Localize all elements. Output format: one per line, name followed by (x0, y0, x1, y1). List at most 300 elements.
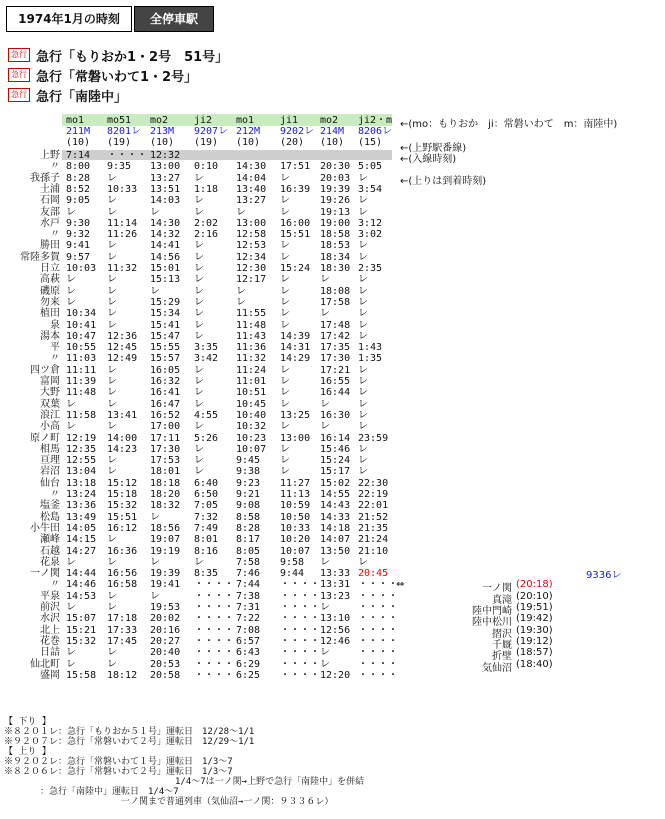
time-cell: 16:14 (320, 432, 351, 444)
time-cell: ・・・・ (280, 635, 320, 647)
time-cell: 18:32 (150, 500, 181, 512)
time-cell: 10:41 (66, 319, 97, 331)
time-cell: レ (358, 409, 368, 421)
time-cell: 15:58 (66, 669, 97, 681)
column-number: 214M (320, 126, 345, 137)
time-cell: レ (358, 443, 368, 455)
connection-time: (18:40) (516, 658, 553, 670)
time-cell: レ (150, 556, 160, 568)
time-cell: 3:35 (194, 342, 219, 354)
time-cell: 10:32 (236, 421, 267, 433)
time-cell: 10:07 (236, 443, 267, 455)
time-cell: 18:30 (320, 263, 351, 274)
time-cell: 14:53 (66, 590, 97, 602)
time-cell: 19:53 (150, 602, 181, 613)
time-cell: 17:33 (107, 624, 138, 636)
time-cell: 13:24 (66, 489, 97, 500)
station-name: 大野 (40, 387, 60, 399)
time-cell: 17:45 (107, 635, 138, 647)
connection-time: (19:12) (516, 635, 553, 647)
time-cell: 9:32 (66, 229, 91, 241)
time-cell: 21:52 (358, 511, 389, 523)
station-name: 日立 (40, 263, 60, 274)
time-cell: 14:46 (66, 579, 97, 591)
time-cell: 14:00 (107, 432, 138, 444)
time-cell: 14:03 (150, 195, 181, 207)
station-name: 〃 (50, 353, 60, 365)
time-cell: ・・・・ (358, 613, 398, 625)
time-cell: レ (107, 421, 117, 433)
time-cell: 10:40 (236, 409, 267, 421)
time-cell: 20:03 (320, 172, 351, 184)
time-cell: 10:33 (280, 522, 311, 534)
time-cell: レ (66, 647, 76, 659)
time-cell: 7:31 (236, 602, 261, 613)
time-cell: レ (107, 376, 117, 387)
time-cell: 9:58 (280, 556, 305, 568)
time-cell: 13:00 (280, 432, 311, 444)
time-cell: ・・・・ (358, 669, 398, 681)
time-cell: 9:05 (66, 195, 91, 207)
column-cars: (10) (66, 137, 91, 148)
time-cell: 10:33 (107, 183, 138, 195)
station-name: 土浦 (40, 183, 60, 195)
note-arrival: ←(入線時刻) (400, 154, 457, 165)
time-cell: レ (194, 172, 204, 184)
time-cell: ・・・・ (194, 590, 234, 602)
time-cell: 10:07 (280, 545, 311, 557)
time-cell: 2:35 (358, 263, 383, 274)
time-cell: 7:05 (194, 500, 219, 512)
train-title-minami-rikuchu (8, 86, 127, 104)
time-cell: ・・・・ (107, 150, 147, 161)
time-cell: 19:13 (320, 206, 351, 218)
time-cell: レ (107, 285, 117, 297)
train-name: 急行「常磐いわて1・2号」 (36, 69, 198, 85)
time-cell: ・・・・ (194, 613, 234, 625)
footnote-line: ：急行「南陸中」運転日 1/4～7 (4, 787, 179, 797)
time-cell: 11:11 (66, 364, 97, 376)
column-code: mo1 (236, 115, 255, 126)
time-cell: 15:07 (66, 613, 97, 625)
time-cell: レ (280, 398, 290, 410)
time-cell: 15:51 (280, 229, 311, 241)
time-cell: レ (107, 658, 117, 670)
time-cell: 14:15 (66, 534, 97, 546)
station-name: 平泉 (40, 590, 60, 602)
time-cell: レ (66, 274, 76, 286)
time-cell: 11:36 (236, 342, 267, 354)
time-cell: 19:19 (150, 545, 181, 557)
time-cell: 12:35 (66, 443, 97, 455)
station-name: 双葉 (40, 398, 60, 410)
time-cell: レ (194, 443, 204, 455)
station-name: 岩沼 (40, 466, 60, 478)
time-cell: 2:16 (194, 229, 219, 241)
station-name: 前沢 (40, 602, 60, 613)
time-cell: 11:24 (236, 364, 267, 376)
connection-time: (19:42) (516, 613, 553, 625)
time-cell: レ (150, 590, 160, 602)
time-cell: 17:30 (320, 353, 351, 365)
column-number: 213M (150, 126, 175, 137)
time-cell: レ (66, 556, 76, 568)
time-cell: 15:55 (150, 342, 181, 354)
time-cell: 14:05 (66, 522, 97, 534)
column-cars: (10) (236, 137, 261, 148)
time-cell: 15:13 (150, 274, 181, 286)
time-cell: 15:02 (320, 477, 351, 489)
station-name: 磯原 (40, 285, 60, 297)
station-name: 水戸 (40, 217, 60, 229)
time-cell: レ (358, 206, 368, 218)
tab-all-stops[interactable]: 全停車駅 (134, 6, 214, 32)
column-code: ji2 (194, 115, 213, 126)
express-badge-icon: 急行 (8, 88, 30, 102)
time-cell: 7:08 (236, 624, 261, 636)
time-cell: 1:18 (194, 183, 219, 195)
time-cell: 16:30 (320, 409, 351, 421)
time-cell: ・・・・ (280, 590, 320, 602)
time-cell: 9:35 (107, 161, 132, 173)
time-cell: 11:13 (280, 489, 311, 500)
time-cell: 16:00 (280, 217, 311, 229)
connection-time: (20:10) (516, 590, 553, 602)
time-cell: レ (236, 206, 246, 218)
footnote-line: 【 下り 】 (4, 717, 51, 727)
time-cell: 8:52 (66, 183, 91, 195)
time-cell: レ (194, 195, 204, 207)
time-cell: レ (194, 240, 204, 252)
time-cell: 11:32 (236, 353, 267, 365)
time-cell: レ (280, 296, 290, 308)
station-name: 高萩 (40, 274, 60, 286)
time-cell: 11:26 (107, 229, 138, 241)
time-cell: 8:01 (194, 534, 219, 546)
station-name: 泉 (50, 319, 60, 331)
time-cell: 13:10 (320, 613, 351, 625)
time-cell: レ (358, 466, 368, 478)
time-cell: 15:41 (150, 319, 181, 331)
time-cell: ・・・・ (280, 613, 320, 625)
time-cell: 22:01 (358, 500, 389, 512)
time-cell: 14:55 (320, 489, 351, 500)
time-cell: 13:50 (320, 545, 351, 557)
time-cell: レ (66, 296, 76, 308)
time-cell: レ (358, 251, 368, 263)
time-cell: 20:40 (150, 647, 181, 659)
time-cell: 8:58 (236, 511, 261, 523)
time-cell: 12:36 (107, 330, 138, 342)
time-cell: レ (194, 296, 204, 308)
column-cars: (19) (107, 137, 132, 148)
tab-timetable-1974[interactable]: 1974年1月の時刻 (6, 6, 132, 32)
time-cell: レ (194, 285, 204, 297)
time-cell: 18:08 (320, 285, 351, 297)
time-cell: ・・・・ (280, 669, 320, 681)
time-cell: 12:49 (107, 353, 138, 365)
time-cell: 20:02 (150, 613, 181, 625)
time-cell: 3:12 (358, 217, 383, 229)
time-cell: 11:48 (236, 319, 267, 331)
time-cell: 18:53 (320, 240, 351, 252)
time-cell: 18:20 (150, 489, 181, 500)
station-name: 湯本 (40, 330, 60, 342)
column-number: 9202レ (280, 126, 315, 137)
time-cell: 16:44 (320, 387, 351, 399)
time-cell: レ (194, 319, 204, 331)
time-cell: 19:41 (150, 579, 181, 591)
time-cell: レ (66, 285, 76, 297)
time-cell: 8:28 (66, 172, 91, 184)
time-cell: レ (320, 658, 330, 670)
time-cell: 20:27 (150, 635, 181, 647)
station-name: 盛岡 (40, 669, 60, 681)
time-cell: 14:18 (320, 522, 351, 534)
time-cell: レ (66, 602, 76, 613)
time-cell: 13:00 (150, 161, 181, 173)
time-cell: 18:12 (107, 669, 138, 681)
time-cell: レ (150, 285, 160, 297)
time-cell: 22:30 (358, 477, 389, 489)
express-badge-icon: 急行 (8, 48, 30, 62)
time-cell: 8:16 (194, 545, 219, 557)
time-cell: 7:14 (66, 150, 91, 161)
column-cars: (19) (194, 137, 219, 148)
time-cell: 8:28 (236, 522, 261, 534)
footnote-line: ※９２０２レ：急行「常磐いわて１号」運転日 1/3～7 (4, 757, 233, 767)
connection-train-no: 9336レ (586, 570, 622, 582)
time-cell: 13:49 (66, 511, 97, 523)
connection-station: 千厩 (492, 639, 512, 651)
time-cell: 12:34 (236, 251, 267, 263)
time-cell: レ (236, 296, 246, 308)
time-cell: 16:39 (280, 183, 311, 195)
time-cell: 5:26 (194, 432, 219, 444)
footnote-line: 一ノ関まで普通列車（気仙沼→一ノ関：９３３６レ） (4, 797, 334, 807)
column-number: 8201レ (107, 126, 142, 137)
time-cell: 14:30 (236, 161, 267, 173)
time-cell: 1:43 (358, 342, 383, 354)
time-cell: レ (358, 308, 368, 320)
time-cell: ・・・・ (280, 602, 320, 613)
time-cell: 19:39 (150, 568, 181, 580)
time-cell: 3:54 (358, 183, 383, 195)
time-cell: レ (194, 364, 204, 376)
station-name: 上野 (40, 150, 60, 161)
time-cell: 20:30 (320, 161, 351, 173)
time-cell: 14:56 (150, 251, 181, 263)
time-cell: レ (358, 376, 368, 387)
time-cell: 10:34 (66, 308, 97, 320)
time-cell: 15:12 (107, 477, 138, 489)
time-cell: 11:01 (236, 376, 267, 387)
train-title-joban-iwate (8, 66, 197, 84)
time-cell: 16:55 (320, 376, 351, 387)
time-cell: レ (107, 590, 117, 602)
time-cell: ・・・・ (194, 658, 234, 670)
time-cell: 8:17 (236, 534, 261, 546)
time-cell: 12:53 (236, 240, 267, 252)
note-abiko: ←(上りは到着時刻) (400, 176, 487, 187)
time-cell: 17:30 (150, 443, 181, 455)
time-cell: 11:58 (66, 409, 97, 421)
time-cell: レ (66, 398, 76, 410)
time-cell: 10:23 (236, 432, 267, 444)
time-cell: 19:26 (320, 195, 351, 207)
time-cell: レ (194, 398, 204, 410)
time-cell: 12:20 (320, 669, 351, 681)
time-cell: 7:44 (236, 579, 261, 591)
time-cell: 13:41 (107, 409, 138, 421)
time-cell: 13:36 (66, 500, 97, 512)
column-cars: (10) (150, 137, 175, 148)
connection-station: 折壁 (492, 651, 512, 663)
time-cell: 6:25 (236, 669, 261, 681)
time-cell: 17:35 (320, 342, 351, 354)
time-cell: 6:29 (236, 658, 261, 670)
time-cell: ・・・・ (194, 624, 234, 636)
footnote-line: ※８２０１レ：急行「もりおか５１号」運転日 12/28～1/1 (4, 727, 255, 737)
time-cell: レ (320, 308, 330, 320)
time-cell: 8:00 (66, 161, 91, 173)
time-cell: 15:18 (107, 489, 138, 500)
time-cell: 15:17 (320, 466, 351, 478)
time-cell: レ (358, 274, 368, 286)
time-cell: 11:55 (236, 308, 267, 320)
time-cell: 7:46 (236, 568, 261, 580)
time-cell: レ (280, 466, 290, 478)
time-cell: レ (280, 206, 290, 218)
time-cell: 15:46 (320, 443, 351, 455)
column-code: ji1 (280, 115, 299, 126)
time-cell: レ (280, 421, 290, 433)
station-name: 石越 (40, 545, 60, 557)
time-cell: 19:07 (150, 534, 181, 546)
time-cell: 15:34 (150, 308, 181, 320)
time-cell: 16:36 (107, 545, 138, 557)
time-cell: レ (320, 556, 330, 568)
time-cell: 13:23 (320, 590, 351, 602)
time-cell: 19:39 (320, 183, 351, 195)
time-cell: 13:04 (66, 466, 97, 478)
time-cell: 3:42 (194, 353, 219, 365)
time-cell: 14:44 (66, 568, 97, 580)
time-cell: ・・・・ (280, 624, 320, 636)
time-cell: 12:58 (236, 229, 267, 241)
time-cell: 12:46 (320, 635, 351, 647)
time-cell: レ (194, 206, 204, 218)
time-cell: レ (107, 556, 117, 568)
time-cell: レ (236, 285, 246, 297)
time-cell: 10:55 (66, 342, 97, 354)
time-cell: 16:47 (150, 398, 181, 410)
time-cell: レ (358, 398, 368, 410)
time-cell: レ (107, 534, 117, 546)
time-cell: レ (280, 285, 290, 297)
column-code: mo2 (320, 115, 339, 126)
time-cell: 16:58 (107, 579, 138, 591)
time-cell: 20:16 (150, 624, 181, 636)
time-cell: 15:47 (150, 330, 181, 342)
train-name: 急行「もりおか1・2号 51号」 (36, 49, 229, 65)
time-cell: レ (358, 421, 368, 433)
time-cell: ・・・・ (280, 647, 320, 659)
time-cell: 7:22 (236, 613, 261, 625)
time-cell: レ (107, 195, 117, 207)
time-cell: レ (280, 308, 290, 320)
train-title-morioka (8, 46, 228, 64)
time-cell: レ (358, 330, 368, 342)
time-cell: 10:50 (280, 511, 311, 523)
time-cell: 10:51 (236, 387, 267, 399)
station-name: 友部 (40, 206, 60, 218)
time-cell: 7:32 (194, 511, 219, 523)
time-cell: 17:11 (150, 432, 181, 444)
time-cell: 8:35 (194, 568, 219, 580)
time-cell: 13:18 (66, 477, 97, 489)
time-cell: 10:20 (280, 534, 311, 546)
station-name: 仙北町 (30, 658, 60, 670)
station-name: 亘理 (40, 455, 60, 467)
column-code: mo51 (107, 115, 132, 126)
time-cell: レ (280, 172, 290, 184)
time-cell: ・・・・ (358, 579, 398, 591)
time-cell: レ (194, 556, 204, 568)
time-cell: レ (66, 421, 76, 433)
time-cell: 0:10 (194, 161, 219, 173)
station-name: 〃 (50, 161, 60, 173)
time-cell: レ (358, 195, 368, 207)
time-cell: 13:33 (320, 568, 351, 580)
time-cell: レ (194, 387, 204, 399)
time-cell: 6:57 (236, 635, 261, 647)
note-ueno-platform: ←(上野駅番線) (400, 143, 467, 154)
time-cell: 9:45 (236, 455, 261, 467)
time-cell: 12:56 (320, 624, 351, 636)
time-cell: レ (358, 364, 368, 376)
station-name: 植田 (40, 308, 60, 320)
time-cell: レ (194, 263, 204, 274)
time-cell: レ (280, 364, 290, 376)
time-cell: 13:27 (236, 195, 267, 207)
station-name: 日詰 (40, 647, 60, 659)
column-cars: (20) (280, 137, 305, 148)
time-cell: 20:53 (150, 658, 181, 670)
time-cell: 23:59 (358, 432, 389, 444)
time-cell: 16:32 (150, 376, 181, 387)
time-cell: レ (107, 172, 117, 184)
time-cell: 14:31 (280, 342, 311, 354)
station-name: 〃 (50, 579, 60, 591)
time-cell: 9:57 (66, 251, 91, 263)
time-cell: 12:19 (66, 432, 97, 444)
time-cell: レ (358, 285, 368, 297)
connection-station: 真滝 (492, 594, 512, 606)
column-code: mo1 (66, 115, 85, 126)
time-cell: 9:41 (66, 240, 91, 252)
time-cell: レ (280, 387, 290, 399)
time-cell: ・・・・ (194, 635, 234, 647)
time-cell: レ (194, 308, 204, 320)
time-cell: レ (320, 602, 330, 613)
time-cell: 21:10 (358, 545, 389, 557)
time-cell: 18:58 (320, 229, 351, 241)
time-cell: 21:24 (358, 534, 389, 546)
time-cell: 17:18 (107, 613, 138, 625)
time-cell: レ (150, 206, 160, 218)
time-cell: レ (66, 658, 76, 670)
